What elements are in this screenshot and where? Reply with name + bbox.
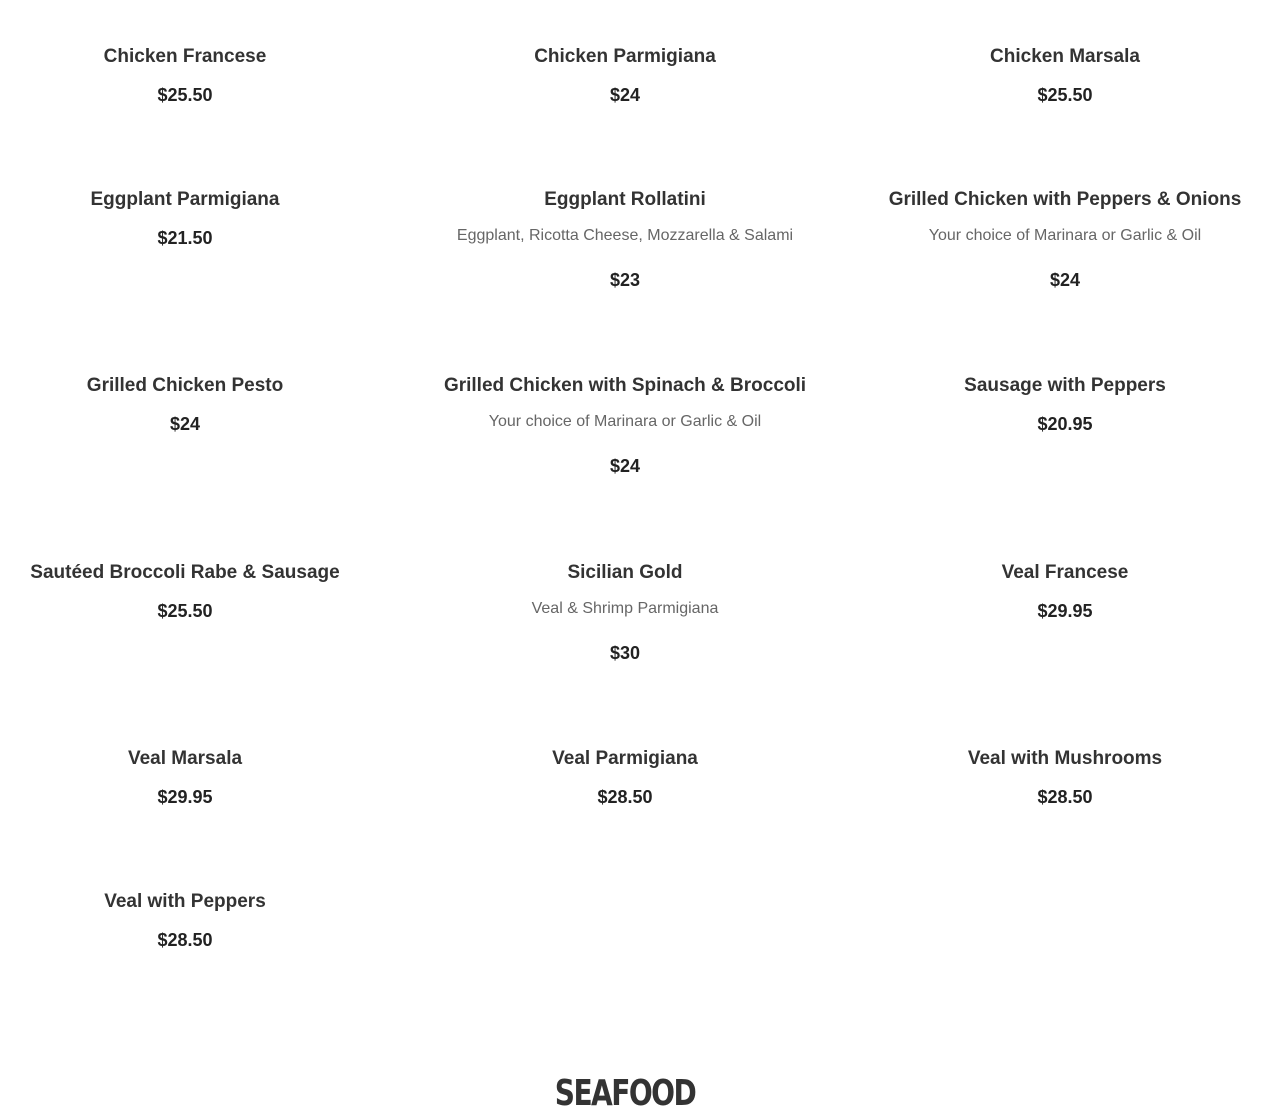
menu-item — [0, 559, 395, 624]
section-heading-seafood: SEAFOOD — [554, 1073, 696, 1114]
menu-item — [855, 43, 1270, 108]
item-description: Your choice of Marinara or Garlic & Oil — [488, 413, 762, 430]
item-name: Veal Parmigiana — [552, 748, 698, 769]
item-description: Eggplant, Ricotta Cheese, Mozzarella & Salami — [456, 227, 794, 244]
menu-item — [415, 745, 835, 810]
menu-item — [855, 372, 1270, 437]
item-price: $25.50 — [157, 85, 213, 105]
menu-item — [855, 559, 1270, 624]
item-description: Veal & Shrimp Parmigiana — [531, 600, 719, 617]
item-name: Chicken Marsala — [990, 46, 1140, 67]
menu-row — [0, 372, 1270, 512]
menu-item — [855, 745, 1270, 810]
item-name: Eggplant Rollatini — [544, 189, 706, 210]
menu-item — [0, 186, 395, 251]
item-price: $24 — [1049, 270, 1081, 290]
item-name: Chicken Francese — [103, 46, 267, 67]
item-description: Your choice of Marinara or Garlic & Oil — [928, 227, 1202, 244]
item-price: $28.50 — [1037, 787, 1093, 807]
item-name: Chicken Parmigiana — [534, 46, 716, 67]
item-name: Grilled Chicken with Peppers & Onions — [888, 189, 1242, 210]
menu-item — [415, 186, 835, 293]
menu-row — [0, 745, 1270, 885]
item-name: Veal Marsala — [127, 748, 243, 769]
item-price: $20.95 — [1037, 414, 1093, 434]
menu-item — [0, 745, 395, 810]
item-price: $23 — [609, 270, 641, 290]
item-price: $29.95 — [1037, 601, 1093, 621]
menu-item — [855, 186, 1270, 293]
item-price: $29.95 — [157, 787, 213, 807]
menu-row — [0, 888, 1270, 1028]
item-price: $25.50 — [157, 601, 213, 621]
item-price: $24 — [609, 456, 641, 476]
item-price: $28.50 — [597, 787, 653, 807]
item-name: Eggplant Parmigiana — [90, 189, 280, 210]
menu-row — [0, 43, 1270, 183]
item-name: Grilled Chicken Pesto — [86, 375, 284, 396]
menu-item — [0, 888, 395, 953]
item-price: $24 — [609, 85, 641, 105]
item-price: $25.50 — [1037, 85, 1093, 105]
item-price: $24 — [169, 414, 201, 434]
item-price: $28.50 — [157, 930, 213, 950]
menu-item — [0, 43, 395, 108]
menu-row — [0, 186, 1270, 326]
menu-item — [415, 559, 835, 666]
menu-row — [0, 559, 1270, 699]
item-name: Grilled Chicken with Spinach & Broccoli — [443, 375, 807, 396]
item-price: $21.50 — [157, 228, 213, 248]
menu-item — [415, 43, 835, 108]
menu-item — [415, 372, 835, 479]
item-name: Sausage with Peppers — [964, 375, 1166, 396]
item-price: $30 — [609, 643, 641, 663]
item-name: Sicilian Gold — [567, 562, 683, 583]
item-name: Sautéed Broccoli Rabe & Sausage — [30, 562, 340, 583]
item-name: Veal Francese — [1001, 562, 1129, 583]
menu-item — [0, 372, 395, 437]
item-name: Veal with Peppers — [104, 891, 266, 912]
item-name: Veal with Mushrooms — [967, 748, 1163, 769]
